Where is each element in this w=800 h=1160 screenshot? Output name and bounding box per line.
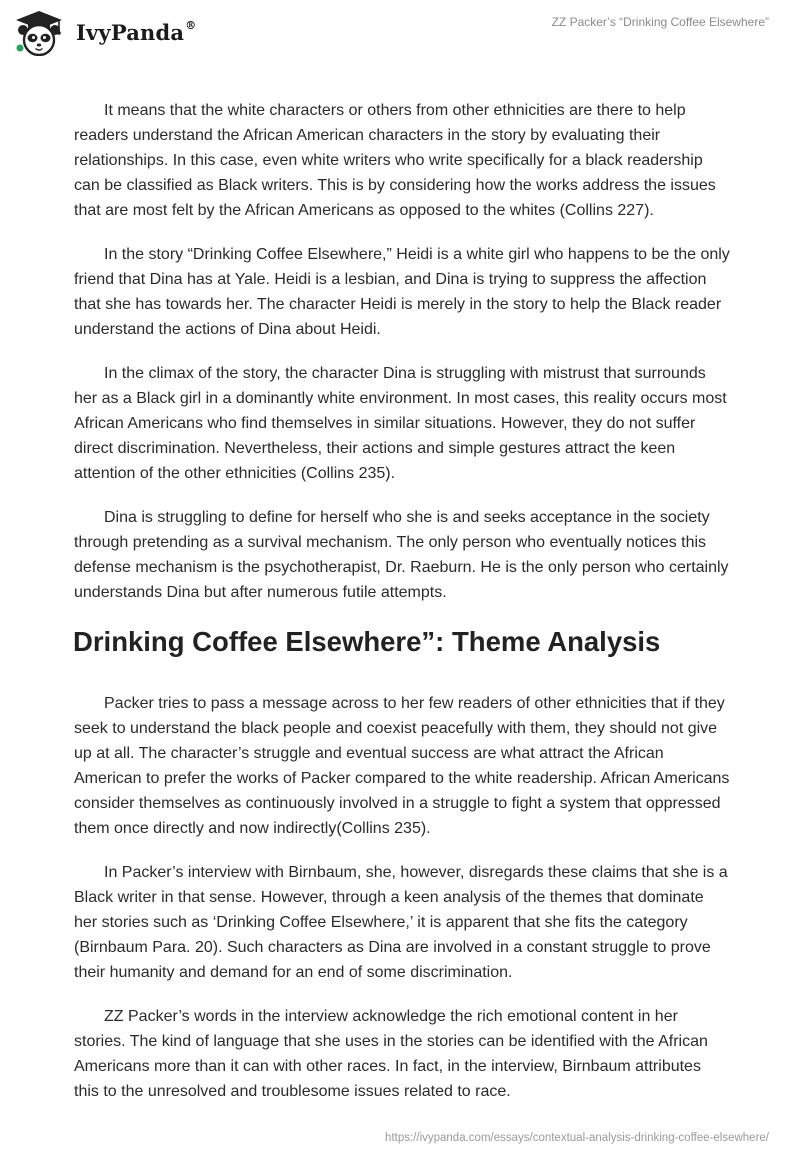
paragraph: In Packer’s interview with Birnbaum, she, however, disregards these claims that she is a Black writer in that sense. However, through a keen analysis of the themes that dominate her stories such as ‘Drinking Coffee Elsewhere,’ it is apparent that she fits the category (Birnbaum Para. 20). Such characters as Dina are involved in a constant struggle to prove their humanity and demand for an end of some discrimination. — [74, 864, 728, 981]
paragraph: Dina is struggling to define for herself who she is and seeks acceptance in the society through pretending as a survival mechanism. The only person who eventually notices this defense mechanism is the psychotherapist, Dr. Raeburn. He is the only person who certainly understands Dina but after numerous futile attempts. — [74, 509, 729, 601]
panda-graduate-icon[interactable] — [14, 10, 64, 56]
paragraph: In the climax of the story, the character Dina is struggling with mistrust that surrounds her as a Black girl in a dominantly white environment. In most cases, this reality occurs most African Americans who find themselves in similar situations. However, they do not suffer direct discrimination. Nevertheless, their actions and simple gestures attract the keen attention of the other ethnicities (Collins 235). — [74, 365, 727, 482]
brand-name[interactable] — [76, 20, 196, 45]
source-url[interactable]: https://ivypanda.com/essays/contextual-analysis-drinking-coffee-elsewhere/ — [385, 1132, 769, 1144]
paragraph: Packer tries to pass a message across to her few readers of other ethnicities that if they seek to understand the black people and coexist peacefully with them, they should not give up at all. The character’s struggle and eventual success are what attract the African American to prefer the works of Packer compared to the white readership. African Americans consider themselves as continuously involved in a struggle to fight a system that oppressed them once directly and now indirectly(Collins 235). — [74, 695, 730, 837]
page-header — [0, 0, 800, 64]
brand-text: IvyPanda — [76, 20, 185, 45]
paragraph: ZZ Packer’s words in the interview acknowledge the rich emotional content in her stories. The kind of language that she uses in the stories can be identified with the African Americans more than it can with other races. In fact, in the interview, Birnbaum attributes this to the unresolved and troublesome issues related to race. — [74, 1008, 708, 1100]
section-heading: Drinking Coffee Elsewhere”: Theme Analysis — [73, 626, 661, 657]
paragraph: In the story “Drinking Coffee Elsewhere,” Heidi is a white girl who happens to be the only friend that Dina has at Yale. Heidi is a lesbian, and Dina is trying to suppress the affection that she has towards her. The character Heidi is merely in the story to help the Black reader understand the actions of Dina about Heidi. — [74, 246, 730, 338]
running-title: ZZ Packer’s “Drinking Coffee Elsewhere” — [551, 15, 769, 29]
registered-mark: ® — [185, 19, 197, 32]
paragraph: It means that the white characters or others from other ethnicities are there to help readers understand the African American characters in the story by evaluating their relationships. In this case, even white writers who write specifically for a black readership can be classified as Black writers. This is by considering how the works address the issues that are most felt by the African Americans as opposed to the whites (Collins 227). — [74, 102, 716, 219]
essay-body — [74, 98, 730, 1123]
